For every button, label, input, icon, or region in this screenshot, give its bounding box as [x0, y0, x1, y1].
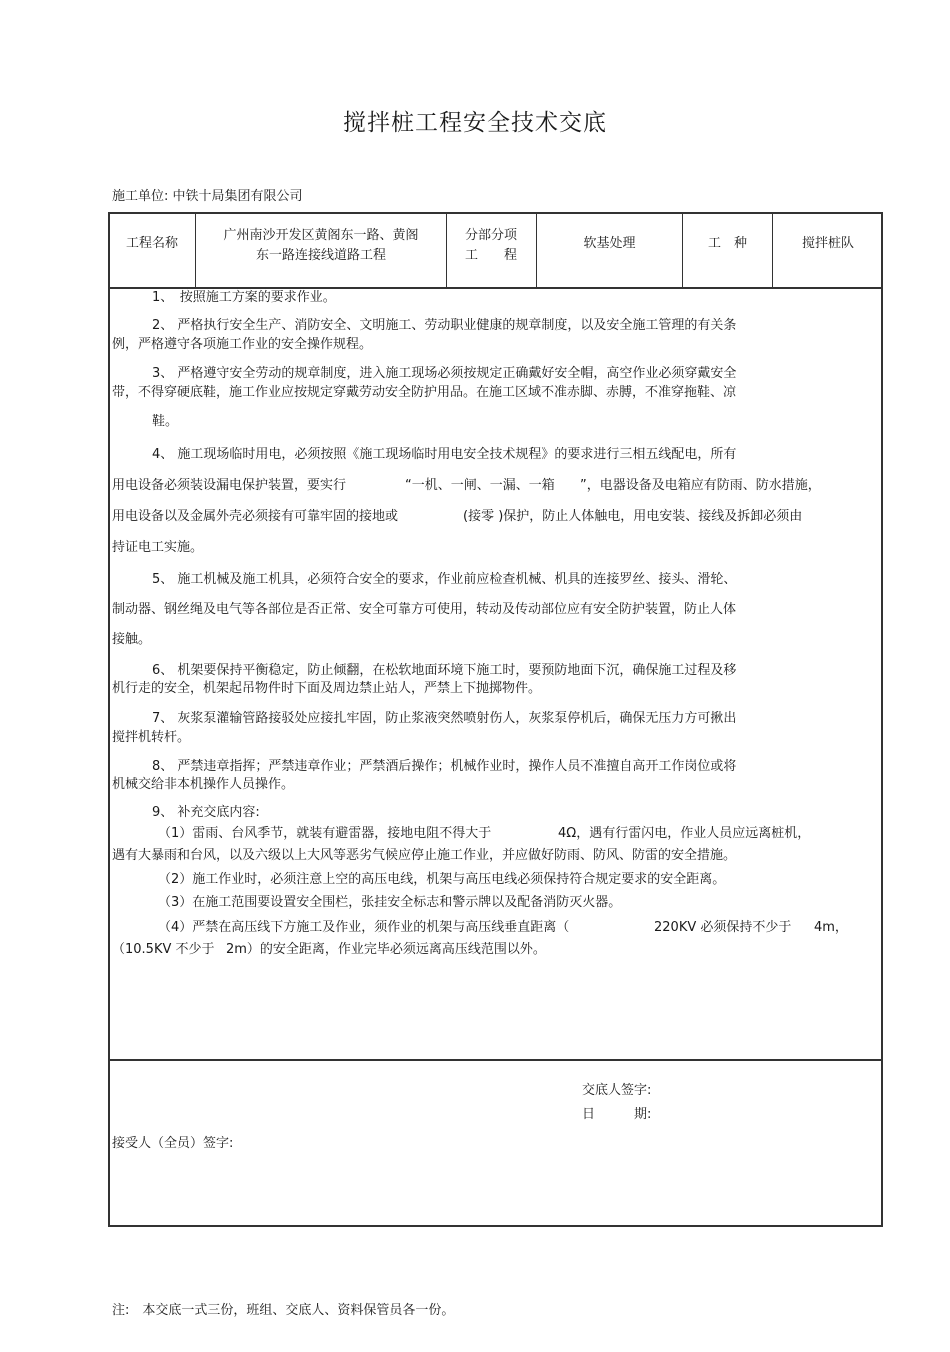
project-name-line-2: 东一路连接线道路工程: [255, 248, 386, 263]
sub-item-1-line-1a: （1）雷雨、台风季节，就装有避雷器，接地电阻不得大于: [158, 826, 492, 841]
item-4-line-3b: (接零 )保护，防止人体触电，用电安装、接线及拆卸必须由: [463, 509, 803, 524]
col-divider-4: [682, 213, 683, 288]
sub-item-4-line-2b: 2m）的安全距离，作业完毕必须远离高压线范围以外。: [226, 942, 546, 957]
item-3-line-2: 带，不得穿硬底鞋，施工作业应按规定穿戴劳动安全防护用品。在施工区域不准赤脚、赤膊，不准穿拖鞋、凉: [112, 385, 737, 400]
col-divider-5: [772, 213, 773, 288]
item-5-line-3: 接触。: [112, 632, 152, 647]
item-2-line-1: 2、 严格执行安全生产、消防安全、文明施工、劳动职业健康的规章制度，以及安全施工管理的有关条: [152, 318, 737, 333]
item-4-line-4: 持证电工实施。: [112, 540, 204, 555]
col-divider-3: [536, 213, 537, 288]
page-title: 搅拌桩工程安全技术交底: [343, 110, 607, 136]
col-divider-1: [195, 213, 196, 288]
project-name-value: [197, 226, 445, 266]
item-9: 9、 补充交底内容:: [152, 805, 260, 820]
date-label: 日 期:: [582, 1107, 652, 1122]
sub-project-label-line-2: 工 程: [464, 248, 517, 263]
item-5-line-2: 制动器、钢丝绳及电气等各部位是否正常、安全可靠方可使用，转动及传动部位应有安全防护装置，防止人体: [112, 602, 737, 617]
trade-value: 搅拌桩队: [801, 236, 854, 251]
item-4-line-1: 4、 施工现场临时用电，必须按照《施工现场临时用电安全技术规程》的要求进行三相五线配电，所有: [152, 447, 737, 462]
item-4-line-2a: 用电设备必须装设漏电保护装置，要实行: [112, 478, 347, 493]
sub-item-4-line-1b: 220KV 必须保持不少于: [654, 920, 792, 935]
item-7-line-2: 搅拌机转杆。: [112, 730, 191, 745]
trade-label: 工 种: [707, 236, 747, 251]
receiver-signature-label: 接受人（全员）签字:: [112, 1136, 234, 1151]
col-divider-2: [446, 213, 447, 288]
item-6-line-2: 机行走的安全，机架起吊物件时下面及周边禁止站人，严禁上下抛掷物件。: [112, 681, 542, 696]
project-name-line-1: 广州南沙开发区黄阁东一路、黄阁: [223, 228, 419, 243]
sub-project-value: 软基处理: [583, 236, 636, 251]
item-1: 1、 按照施工方案的要求作业。: [152, 290, 336, 305]
footnote: 注: 本交底一式三份，班组、交底人、资料保管员各一份。: [112, 1303, 455, 1318]
item-4-line-2b: “一机、一闸、一漏、一箱: [405, 478, 555, 493]
sub-item-1-line-1b: 4Ω，遇有行雷闪电，作业人员应远离桩机，: [558, 826, 811, 841]
discloser-signature-label: 交底人签字:: [582, 1083, 652, 1098]
sub-item-4-line-2a: （10.5KV 不少于: [112, 942, 215, 957]
item-7-line-1: 7、 灰浆泵灌输管路接驳处应接扎牢固，防止浆液突然喷射伤人，灰浆泵停机后，确保无压力方可揪出: [152, 711, 737, 726]
item-8-line-2: 机械交给非本机操作人员操作。: [112, 777, 295, 792]
sub-project-label-line-1: 分部分项: [464, 228, 517, 243]
item-3-line-1: 3、 严格遵守安全劳动的规章制度，进入施工现场必须按规定正确戴好安全帽，高空作业必须穿戴安全: [152, 366, 737, 381]
item-3-line-3: 鞋。: [152, 414, 179, 429]
item-4-line-2c: ”，电器设备及电箱应有防雨、防水措施，: [580, 478, 821, 493]
sub-item-3: （3）在施工范围要设置安全围栏，张挂安全标志和警示牌以及配备消防灭火器。: [158, 895, 622, 910]
sub-project-label: [448, 226, 534, 266]
construction-unit: 施工单位: 中铁十局集团有限公司: [112, 189, 303, 204]
item-4-line-3a: 用电设备以及金属外壳必须接有可靠牢固的接地或: [112, 509, 399, 524]
sub-item-2: （2）施工作业时，必须注意上空的高压电线，机架与高压电线必须保持符合规定要求的安全距离。: [158, 872, 726, 887]
item-2-line-2: 例，严格遵守各项施工作业的安全操作规程。: [112, 337, 373, 352]
signature-divider: [108, 1059, 883, 1061]
item-6-line-1: 6、 机架要保持平衡稳定，防止倾翻，在松软地面环境下施工时，要预防地面下沉，确保施工过程及移: [152, 663, 737, 678]
sub-item-1-line-2: 遇有大暴雨和台风，以及六级以上大风等恶劣气候应停止施工作业，并应做好防雨、防风、防雷的安全措施。: [112, 848, 737, 863]
item-8-line-1: 8、 严禁违章指挥；严禁违章作业；严禁酒后操作；机械作业时，操作人员不准擅自高开工作岗位或将: [152, 759, 737, 774]
project-name-label: 工程名称: [125, 236, 178, 251]
sub-item-4-line-1c: 4m，: [814, 920, 848, 935]
sub-item-4-line-1a: （4）严禁在高压线下方施工及作业，须作业的机架与高压线垂直距离（: [158, 920, 570, 935]
item-5-line-1: 5、 施工机械及施工机具，必须符合安全的要求，作业前应检查机械、机具的连接罗丝、接头、滑轮、: [152, 572, 737, 587]
